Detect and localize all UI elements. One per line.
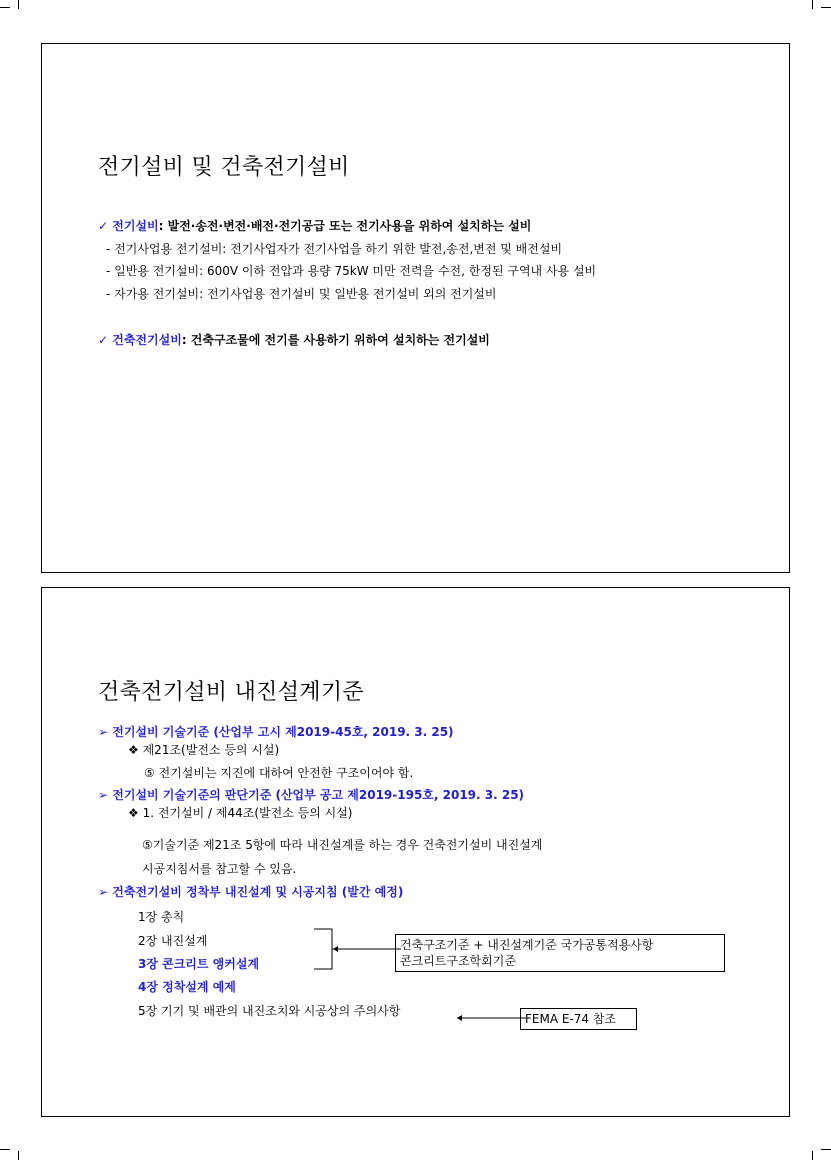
diamond-bullet-icon: ❖ <box>128 743 139 757</box>
chapter-item: 2장 내진설계 <box>138 934 208 948</box>
connector-arrow <box>447 1008 527 1028</box>
list-item: - 일반용 전기설비: 600V 이하 전압과 용량 75kW 미만 전력을 수전, 한정된 구역내 사용 설비 <box>106 264 597 278</box>
connector-lines <box>302 918 402 1018</box>
list-subitem: 시공지침서를 참고할 수 있음. <box>142 862 297 876</box>
crop-mark <box>18 1151 19 1160</box>
list-item: ❖ 제21조(발전소 등의 시설) <box>128 743 280 757</box>
crop-mark <box>18 0 19 9</box>
definition-text: : 건축구조물에 전기를 사용하기 위하여 설치하는 전기설비 <box>181 333 490 347</box>
crop-mark <box>821 1149 831 1150</box>
list-subitem: ⑤기술기준 제21조 5항에 따라 내진설계를 하는 경우 건축전기설비 내진설계 <box>142 838 543 852</box>
slide-title: 전기설비 및 건축전기설비 <box>98 155 350 180</box>
slide-title: 건축전기설비 내진설계기준 <box>98 680 364 705</box>
arrowhead-icon <box>333 946 338 952</box>
list-item: ❖ 1. 전기설비 / 제44조(발전소 등의 시설) <box>128 806 353 820</box>
fema-reference-box: FEMA E-74 참조 <box>520 1008 637 1030</box>
definition-term: 건축전기설비 <box>112 333 182 347</box>
chapter-item: 4장 정착설계 예제 <box>138 980 236 994</box>
chapter-item: 3장 콘크리트 앵커설계 <box>138 957 260 971</box>
heading-3: ➢ 건축전기설비 정착부 내진설계 및 시공지침 (발간 예정) <box>98 885 404 899</box>
crop-mark <box>812 0 813 9</box>
list-subitem: ⑤ 전기설비는 지진에 대하여 안전한 구조이어야 함. <box>144 766 414 780</box>
chapter-item: 5장 기기 및 배관의 내진조치와 시공상의 주의사항 <box>138 1004 401 1018</box>
slide-2 <box>41 587 790 1117</box>
list-item: - 자가용 전기설비: 전기사업용 전기설비 및 일반용 전기설비 외의 전기설비 <box>106 287 497 301</box>
chapter-item: 1장 총칙 <box>138 910 185 924</box>
arrow-bullet-icon: ➢ <box>98 885 109 899</box>
definition-text: : 발전·송전·변전·배전·전기공급 또는 전기사용을 위하여 설치하는 설비 <box>158 219 532 233</box>
reference-box: 건축구조기준 + 내진설계기준 국가공통적용사항 콘크리트구조학회기준 <box>395 934 725 972</box>
arrowhead-icon <box>457 1015 462 1021</box>
slide-1 <box>41 43 790 573</box>
heading-2: ➢ 전기설비 기술기준의 판단기준 (산업부 공고 제2019-195호, 2019. 3. 25) <box>98 788 525 802</box>
crop-mark <box>0 1149 10 1150</box>
arrow-bullet-icon: ➢ <box>98 725 109 739</box>
check-icon: ✓ <box>98 219 109 233</box>
crop-mark <box>0 7 10 8</box>
definition-building-electrical <box>98 331 490 348</box>
definition-term: 전기설비 <box>112 219 159 233</box>
check-icon: ✓ <box>98 333 109 347</box>
diamond-bullet-icon: ❖ <box>128 806 139 820</box>
list-item: - 전기사업용 전기설비: 전기사업자가 전기사업을 하기 위한 발전,송전,변전 및 배전설비 <box>106 242 563 256</box>
heading-1: ➢ 전기설비 기술기준 (산업부 고시 제2019-45호, 2019. 3. 25) <box>98 725 454 739</box>
crop-mark <box>821 7 831 8</box>
arrow-bullet-icon: ➢ <box>98 788 109 802</box>
crop-mark <box>812 1151 813 1160</box>
definition-electrical-equipment <box>98 217 531 234</box>
